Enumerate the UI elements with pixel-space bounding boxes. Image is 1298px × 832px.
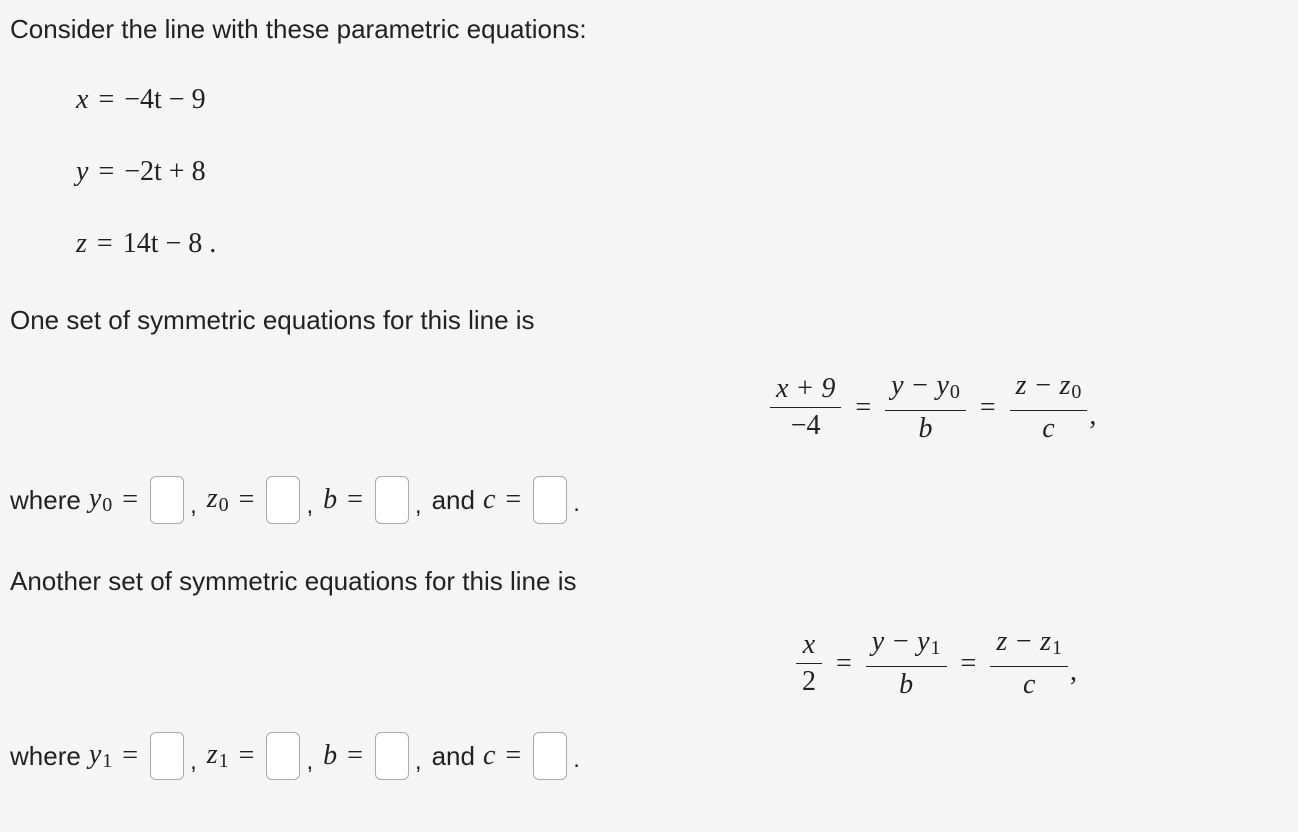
set1-fraction-y [885, 368, 966, 447]
set2-frac2-denominator: b [899, 669, 914, 700]
set1-b-input[interactable] [375, 476, 409, 524]
set2-fraction-z [990, 624, 1068, 703]
equals-sign: = [855, 391, 872, 423]
set2-and-label: and [431, 740, 475, 771]
set2-answer-row [10, 732, 580, 780]
equals-sign: = [238, 484, 255, 515]
set1-frac2-denominator: b [918, 413, 933, 444]
set2-fraction-x [796, 627, 822, 700]
equals-sign: = [96, 228, 113, 259]
var-letter: y [88, 739, 102, 770]
set1-z0-input[interactable] [266, 476, 300, 524]
param-rhs-y: −2t + 8 [124, 156, 206, 187]
set1-trailing-comma: , [1089, 399, 1097, 431]
set2-fraction-y [866, 624, 947, 703]
set1-prompt: One set of symmetric equations for this line is [10, 305, 535, 335]
equals-sign: = [347, 740, 363, 771]
set1-frac3-numerator [1010, 368, 1088, 410]
equals-sign: = [98, 156, 115, 187]
set2-frac3-denominator: c [1022, 669, 1036, 700]
equals-sign: = [979, 391, 996, 423]
set1-answer-row [10, 476, 580, 524]
set1-y0-input[interactable] [150, 476, 184, 524]
equals-sign: = [960, 647, 977, 679]
comma: , [414, 492, 422, 519]
set2-answer-var-c: c [482, 740, 496, 771]
set1-fraction-x [770, 371, 841, 444]
var-letter: z [206, 739, 218, 770]
equals-sign: = [347, 484, 363, 515]
var-letter: y [88, 483, 102, 514]
set1-symmetric-equation [770, 368, 1096, 447]
equals-sign: = [238, 740, 255, 771]
set2-frac1-denominator: 2 [802, 666, 816, 697]
set2-frac2-num-text: y − y [871, 626, 930, 657]
param-var-x: x [76, 84, 89, 115]
set1-frac2-num-text: y − y [891, 370, 949, 401]
set1-answer-var-b: b [323, 484, 338, 515]
var-subscript: 1 [218, 750, 229, 772]
equals-sign: = [122, 484, 139, 515]
param-rhs-x: −4t − 9 [124, 84, 206, 115]
set1-frac3-num-text: z − z [1015, 370, 1071, 401]
param-var-z: z [76, 228, 87, 259]
set2-where-label: where [10, 740, 81, 771]
set1-answer-var-c: c [482, 484, 496, 515]
set2-b-input[interactable] [375, 732, 409, 780]
equals-sign: = [505, 484, 522, 515]
period: . [573, 746, 580, 773]
set2-frac2-numerator [866, 624, 947, 666]
set2-frac3-numerator [990, 624, 1068, 666]
comma: , [414, 748, 422, 775]
set2-y1-input[interactable] [150, 732, 184, 780]
set2-trailing-comma: , [1070, 655, 1078, 687]
set1-where-label: where [10, 484, 81, 515]
intro-text: Consider the line with these parametric equations: [10, 14, 587, 44]
set1-frac3-num-subscript: 0 [1071, 381, 1082, 403]
set2-frac3-num-subscript: 1 [1052, 637, 1063, 659]
set1-frac2-num-subscript: 0 [949, 381, 960, 403]
set2-frac2-num-subscript: 1 [930, 637, 941, 659]
var-subscript: 0 [218, 494, 229, 516]
set2-frac1-numerator: x [802, 629, 816, 660]
set2-answer-var-b: b [323, 740, 338, 771]
parametric-eq-x [76, 84, 206, 116]
period: . [573, 490, 580, 517]
set2-z1-input[interactable] [266, 732, 300, 780]
comma: , [190, 748, 197, 775]
set2-c-input[interactable] [533, 732, 567, 780]
var-letter: z [206, 483, 218, 514]
equals-sign: = [505, 740, 522, 771]
equals-sign: = [122, 740, 139, 771]
set1-answer-var-y0 [89, 483, 112, 517]
set1-and-label: and [431, 484, 475, 515]
set1-frac1-denominator: −4 [790, 410, 821, 441]
set2-frac3-num-text: z − z [996, 626, 1052, 657]
set1-frac3-denominator: c [1042, 413, 1055, 444]
set1-answer-var-z0 [207, 483, 229, 517]
param-rhs-z: 14t − 8 . [122, 228, 217, 259]
comma: , [306, 748, 314, 775]
comma: , [190, 492, 197, 519]
parametric-eq-y [76, 156, 206, 188]
set1-frac2-numerator [885, 368, 966, 410]
var-subscript: 1 [102, 750, 113, 772]
set1-frac1-numerator: x + 9 [776, 373, 836, 404]
set2-answer-var-y1 [89, 739, 112, 773]
set2-symmetric-equation [796, 624, 1077, 703]
set2-answer-var-z1 [207, 739, 229, 773]
set1-fraction-z [1010, 368, 1088, 447]
param-var-y: y [76, 156, 89, 187]
set2-prompt: Another set of symmetric equations for this line is [10, 566, 577, 596]
set1-c-input[interactable] [533, 476, 567, 524]
equals-sign: = [98, 84, 115, 115]
var-subscript: 0 [102, 494, 113, 516]
parametric-eq-z [76, 228, 216, 260]
equals-sign: = [836, 647, 852, 679]
comma: , [306, 492, 314, 519]
